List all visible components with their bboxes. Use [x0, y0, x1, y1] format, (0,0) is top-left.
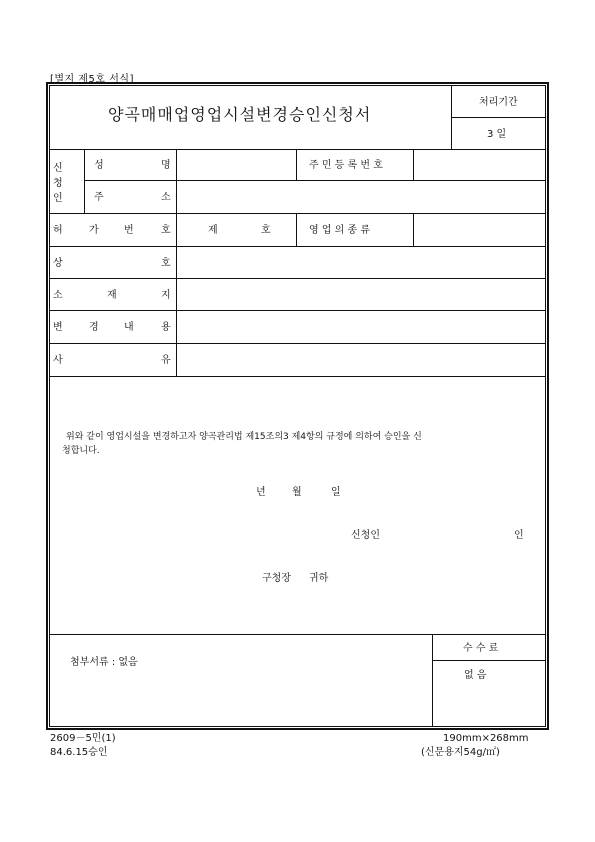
fee-label: 수 수 료: [463, 643, 499, 654]
application-statement-cont: 청합니다.: [62, 446, 100, 456]
permit-number-label: 번: [124, 225, 134, 236]
location-label: 재: [107, 290, 117, 301]
divider: [49, 634, 546, 635]
attachments-label: 첨부서류 : 없음: [70, 657, 138, 668]
location-label: 소: [53, 290, 63, 301]
paper-spec: (신문용지54g/㎡): [421, 747, 500, 758]
recipient-honorific: 귀하: [309, 573, 329, 584]
trade-name-label: 호: [161, 258, 171, 269]
applicant-label-char: 청: [53, 178, 63, 189]
reason-label: 사: [53, 355, 63, 366]
form-title: 양곡매매업영업시설변경승인신청서: [108, 105, 372, 124]
permit-number-prefix: 제: [208, 225, 218, 236]
applicant-label-char: 신: [53, 163, 63, 174]
divider: [49, 343, 546, 344]
divider: [451, 117, 546, 118]
form-code: 2609－5민(1): [50, 733, 116, 744]
change-details-label: 용: [161, 322, 171, 333]
date-year: 년: [256, 487, 266, 498]
name-label: 명: [161, 160, 171, 171]
processing-period-value: 3 일: [487, 129, 507, 140]
resident-number-label: 주 민 등 록 번 호: [309, 160, 383, 171]
application-statement: 위와 같이 영업시설을 변경하고자 양곡관리법 제15조의3 제4항의 규정에 의하여 승인을 신: [66, 432, 422, 442]
address-label: 주: [94, 192, 104, 203]
divider: [413, 213, 414, 246]
change-details-label: 경: [89, 322, 99, 333]
date-day: 일: [331, 487, 341, 498]
divider: [296, 149, 297, 180]
reason-label: 유: [161, 355, 171, 366]
location-label: 지: [161, 290, 171, 301]
fee-value: 없 음: [464, 670, 487, 681]
divider: [176, 149, 177, 376]
permit-number-label: 허: [53, 225, 63, 236]
divider: [49, 213, 546, 214]
divider: [49, 310, 546, 311]
divider: [296, 213, 297, 246]
permit-number-label: 가: [89, 225, 99, 236]
divider: [413, 149, 414, 180]
seal-mark: 인: [514, 530, 524, 541]
divider: [49, 376, 546, 377]
divider: [84, 149, 85, 213]
change-details-label: 내: [124, 322, 134, 333]
change-details-label: 변: [53, 322, 63, 333]
divider: [432, 634, 433, 727]
form-inner-border: [49, 85, 546, 727]
business-type-label: 영 업 의 종 류: [309, 225, 371, 236]
date-month: 월: [292, 487, 302, 498]
processing-period-label: 처리기간: [479, 97, 518, 108]
permit-number-suffix: 호: [261, 225, 271, 236]
divider: [84, 180, 546, 181]
divider: [432, 660, 546, 661]
divider: [49, 278, 546, 279]
name-label: 성: [94, 160, 104, 171]
trade-name-label: 상: [53, 258, 63, 269]
form-number-label: [별지 제5호 서식]: [50, 74, 134, 85]
permit-number-label: 호: [161, 225, 171, 236]
divider: [49, 149, 546, 150]
divider: [49, 246, 546, 247]
approval-date: 84.6.15승인: [50, 747, 108, 758]
address-label: 소: [161, 192, 171, 203]
applicant-signature-label: 신청인: [351, 530, 380, 541]
recipient-name: 구청장: [262, 573, 291, 584]
paper-size: 190mm×268mm: [443, 733, 529, 744]
applicant-label-char: 인: [53, 193, 63, 204]
